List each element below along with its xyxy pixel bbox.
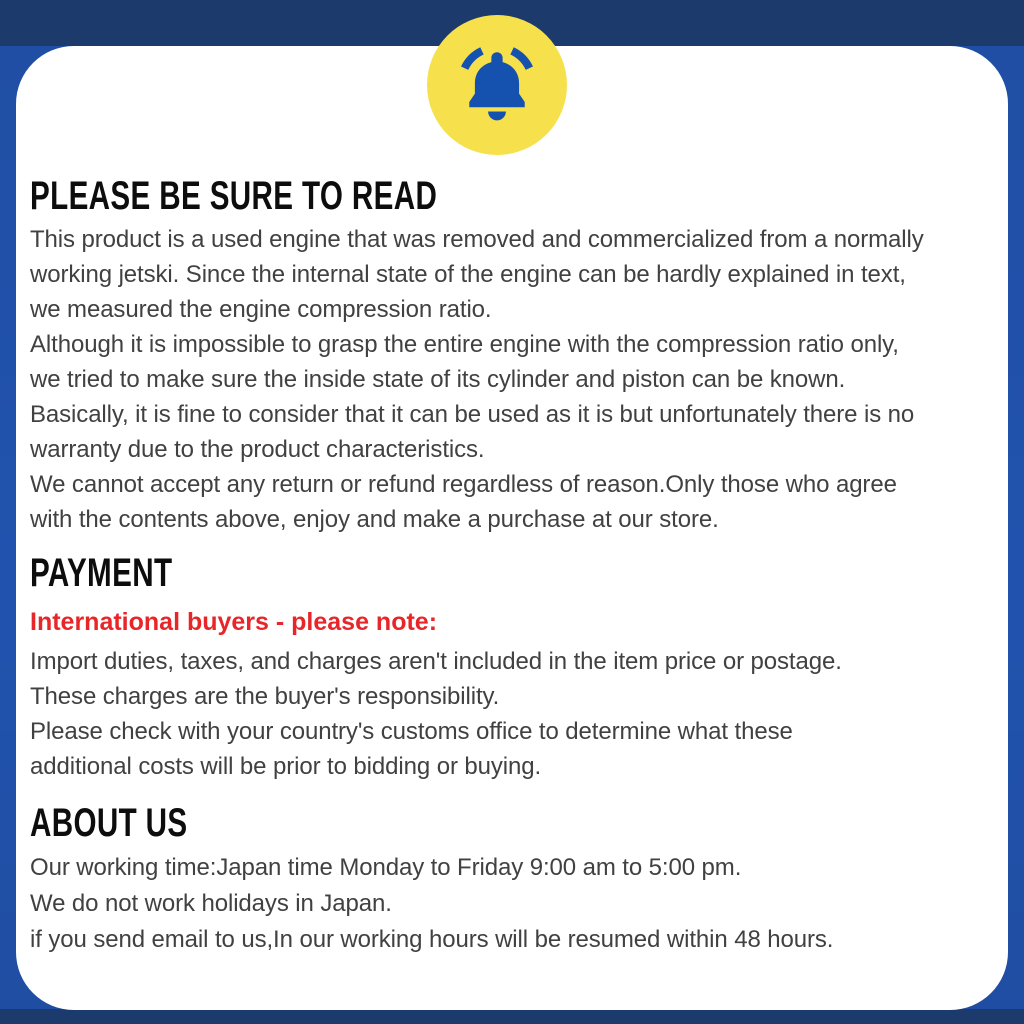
read-section-heading: PLEASE BE SURE TO READ [30, 174, 438, 218]
payment-line: Import duties, taxes, and charges aren't included in the item price or postage. [30, 648, 842, 675]
read-line: we tried to make sure the inside state of its cylinder and piston can be known. [30, 366, 846, 393]
notice-content [16, 46, 1008, 958]
read-section-heading-row [30, 176, 990, 216]
read-line: working jetski. Since the internal state of the engine can be hardly explained in text, [30, 261, 906, 288]
payment-line: These charges are the buyer's responsibility. [30, 683, 500, 710]
about-line: if you send email to us,In our working hours will be resumed within 48 hours. [30, 926, 834, 953]
read-line: we measured the engine compression ratio. [30, 296, 492, 323]
about-section-heading-row [30, 803, 990, 843]
notification-badge [427, 15, 567, 155]
read-line: Although it is impossible to grasp the entire engine with the compression ratio only, [30, 331, 899, 358]
notice-card [16, 46, 1008, 1010]
read-line: We cannot accept any return or refund regardless of reason.Only those who agree [30, 471, 897, 498]
payment-section-paragraph [30, 644, 990, 784]
about-section-heading: ABOUT US [30, 801, 188, 845]
about-line: We do not work holidays in Japan. [30, 890, 392, 917]
read-line: with the contents above, enjoy and make a purchase at our store. [30, 506, 719, 533]
about-line: Our working time:Japan time Monday to Friday 9:00 am to 5:00 pm. [30, 854, 742, 881]
payment-line: Please check with your country's customs office to determine what these [30, 718, 793, 745]
about-section-paragraph [30, 850, 990, 958]
read-line: This product is a used engine that was removed and commercialized from a normally [30, 226, 924, 253]
bell-icon [450, 37, 544, 134]
read-section-paragraph [30, 222, 990, 537]
read-line: warranty due to the product characteristics. [30, 436, 485, 463]
international-buyers-note: International buyers - please note: [30, 608, 438, 636]
payment-section-heading: PAYMENT [30, 551, 173, 595]
bottom-navy-band [0, 1009, 1024, 1024]
payment-line: additional costs will be prior to bidding or buying. [30, 753, 542, 780]
read-line: Basically, it is fine to consider that it can be used as it is but unfortunately there is no [30, 401, 915, 428]
payment-section-heading-row [30, 553, 990, 593]
